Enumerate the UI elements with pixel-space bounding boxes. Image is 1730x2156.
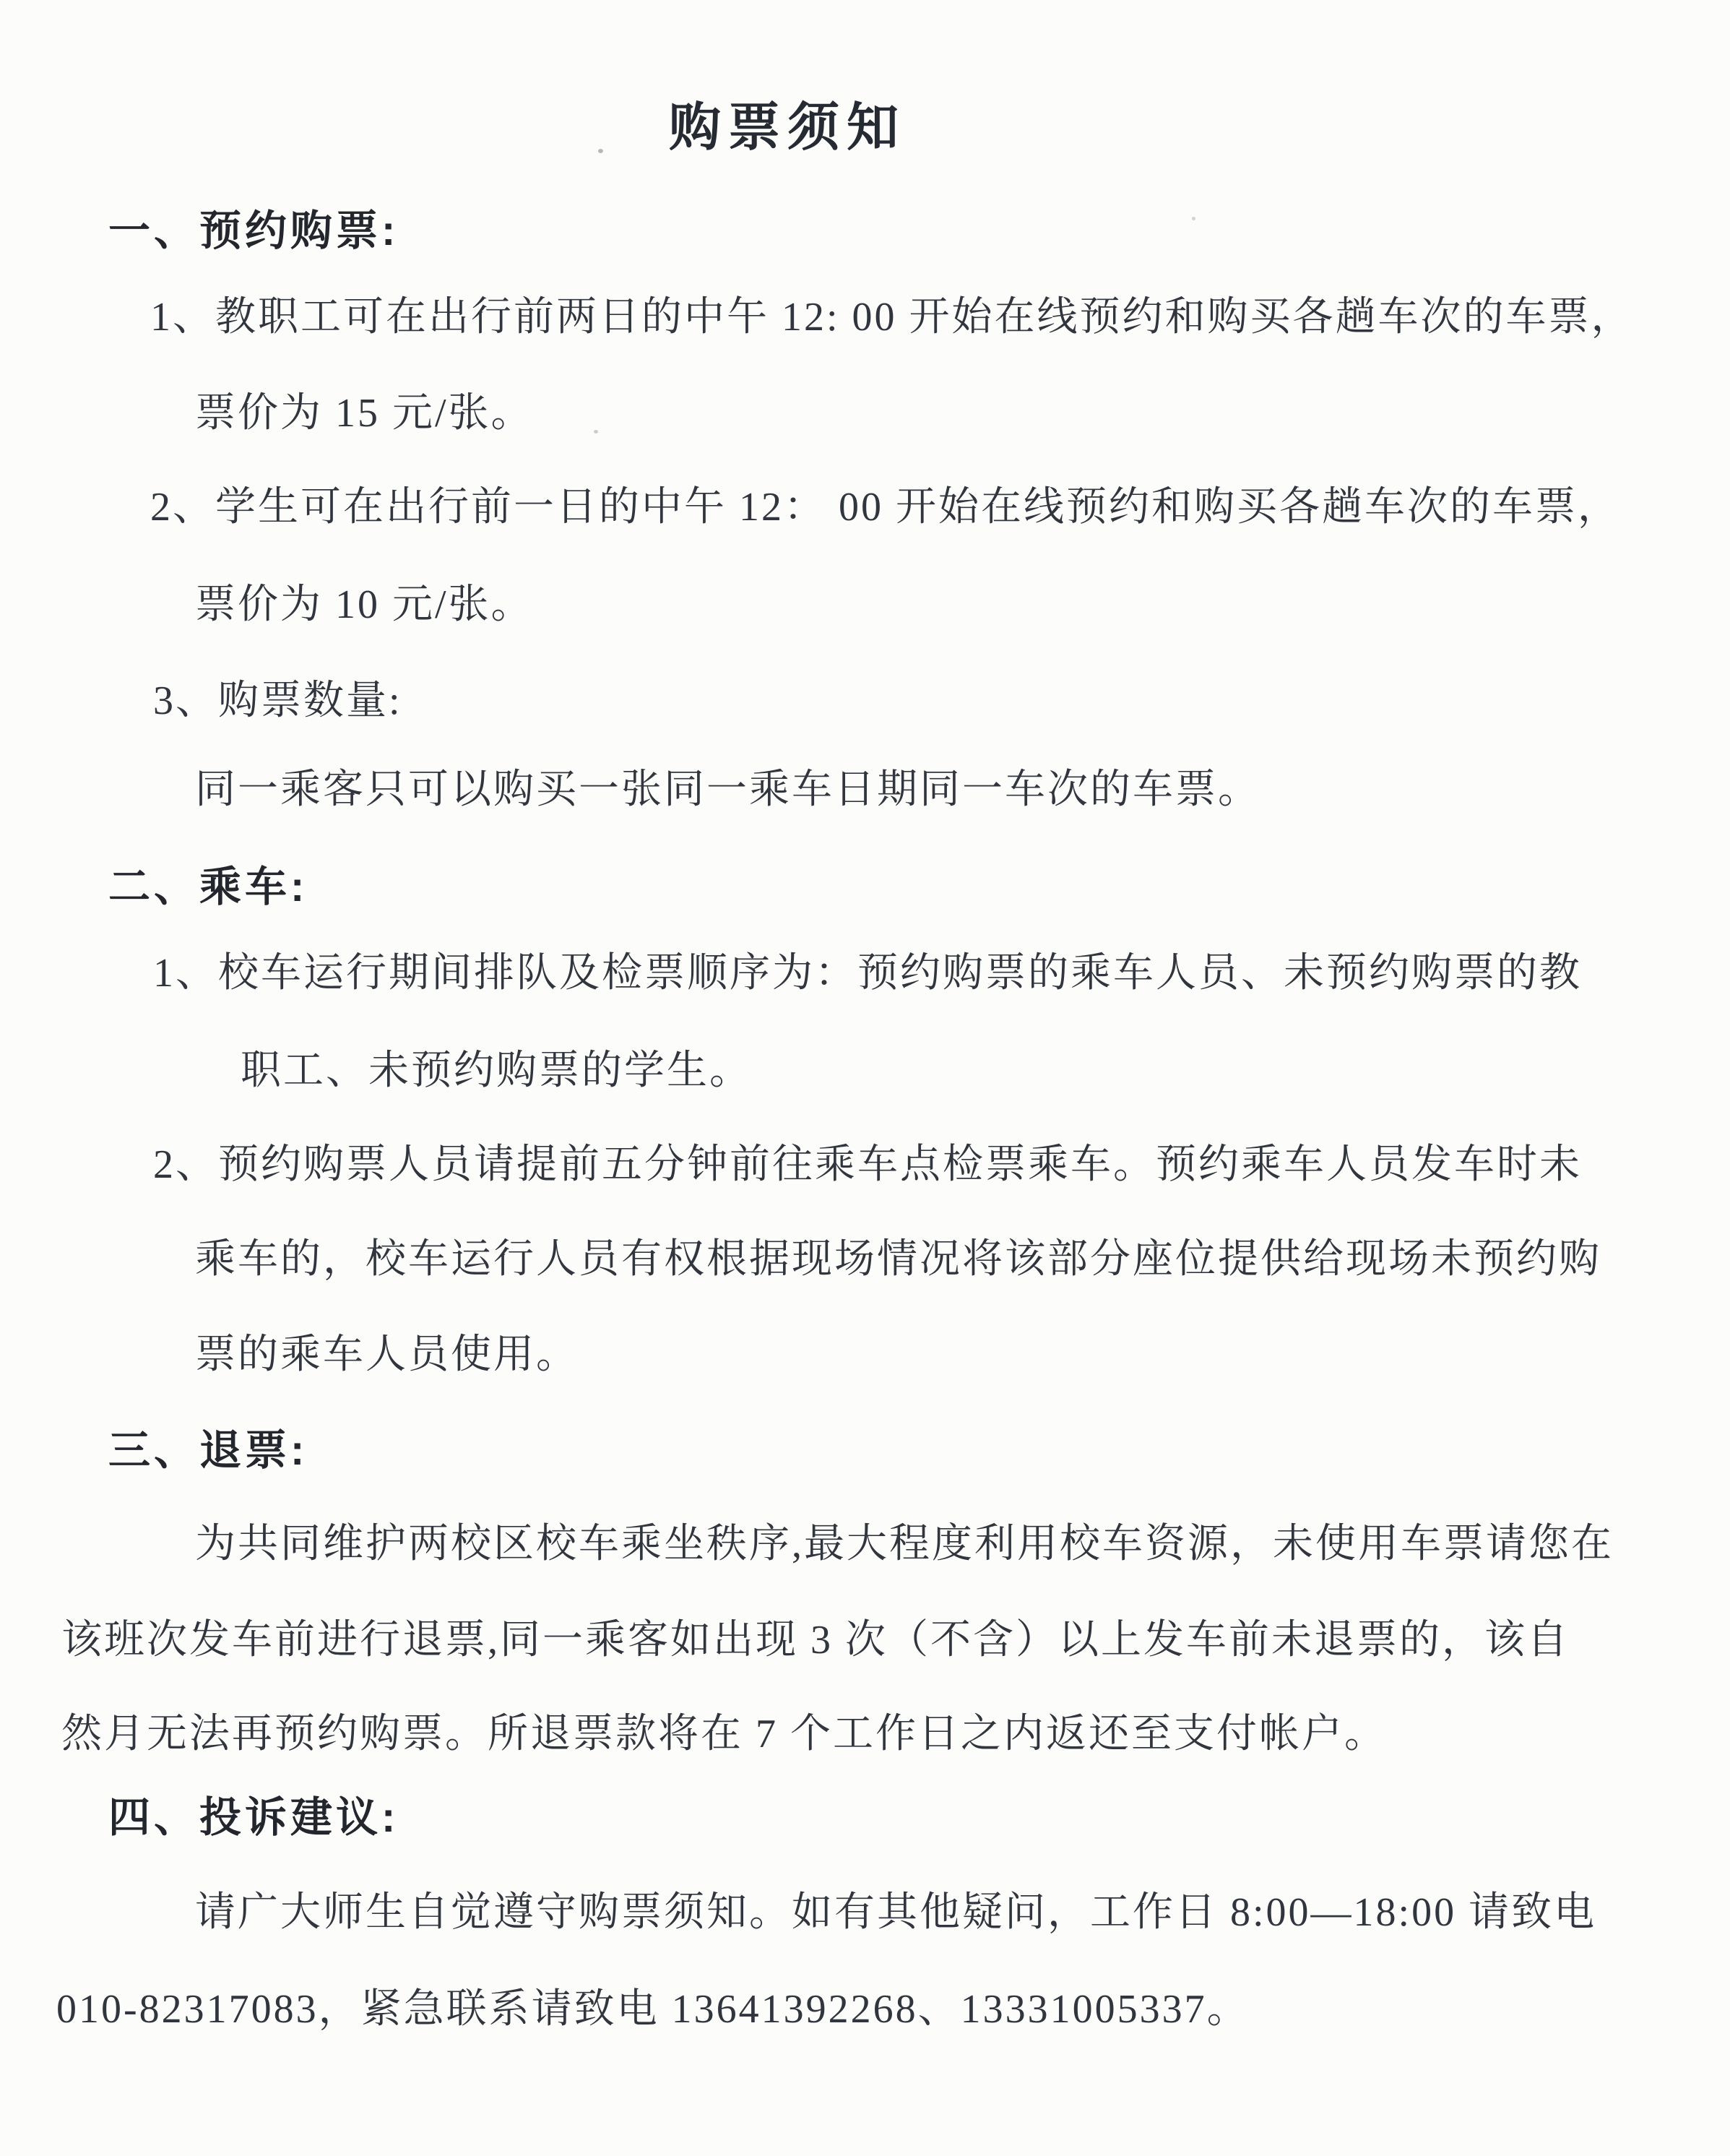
section-heading-complaints: 四、投诉建议: xyxy=(108,1794,399,1841)
doc-line: 2、预约购票人员请提前五分钟前往乘车点检票乘车。预约乘车人员发车时未 xyxy=(153,1142,1582,1187)
doc-line: 1、校车运行期间排队及检票顺序为：预约购票的乘车人员、未预约购票的教 xyxy=(153,951,1582,996)
doc-line: 票价为 10 元/张。 xyxy=(195,582,534,627)
scan-speck xyxy=(1192,217,1195,220)
scan-speck xyxy=(594,430,598,434)
doc-line: 乘车的，校车运行人员有权根据现场情况将该部分座位提供给现场未预约购 xyxy=(195,1237,1601,1282)
section-heading-refund: 三、退票: xyxy=(108,1427,308,1474)
doc-line: 为共同维护两校区校车乘坐秩序,最大程度利用校车资源，未使用车票请您在 xyxy=(195,1522,1614,1566)
doc-line: 010-82317083，紧急联系请致电 13641392268、13331005337。 xyxy=(56,1987,1250,2032)
section-heading-booking: 一、预约购票: xyxy=(108,207,399,254)
doc-line: 请广大师生自觉遵守购票须知。如有其他疑问，工作日 8:00—18:00 请致电 xyxy=(195,1890,1597,1935)
section-heading-riding: 二、乘车: xyxy=(108,863,308,910)
doc-line: 2、学生可在出行前一日的中午 12： 00 开始在线预约和购买各趟车次的车票， xyxy=(150,485,1620,530)
doc-line: 然月无法再预约购票。所退票款将在 7 个工作日之内返还至支付帐户。 xyxy=(61,1712,1387,1756)
doc-line: 该班次发车前进行退票,同一乘客如出现 3 次（不含）以上发车前未退票的，该自 xyxy=(61,1618,1570,1663)
doc-line: 同一乘客只可以购买一张同一乘车日期同一车次的车票。 xyxy=(195,767,1260,812)
page-title: 购票须知 xyxy=(668,99,906,157)
doc-line: 1、教职工可在出行前两日的中午 12: 00 开始在线预约和购买各趟车次的车票， xyxy=(150,295,1634,340)
scan-speck xyxy=(598,149,603,153)
doc-line: 票价为 15 元/张。 xyxy=(195,391,534,436)
doc-line: 票的乘车人员使用。 xyxy=(195,1332,579,1377)
doc-line: 3、购票数量: xyxy=(153,678,402,723)
doc-line: 职工、未预约购票的学生。 xyxy=(241,1048,752,1093)
